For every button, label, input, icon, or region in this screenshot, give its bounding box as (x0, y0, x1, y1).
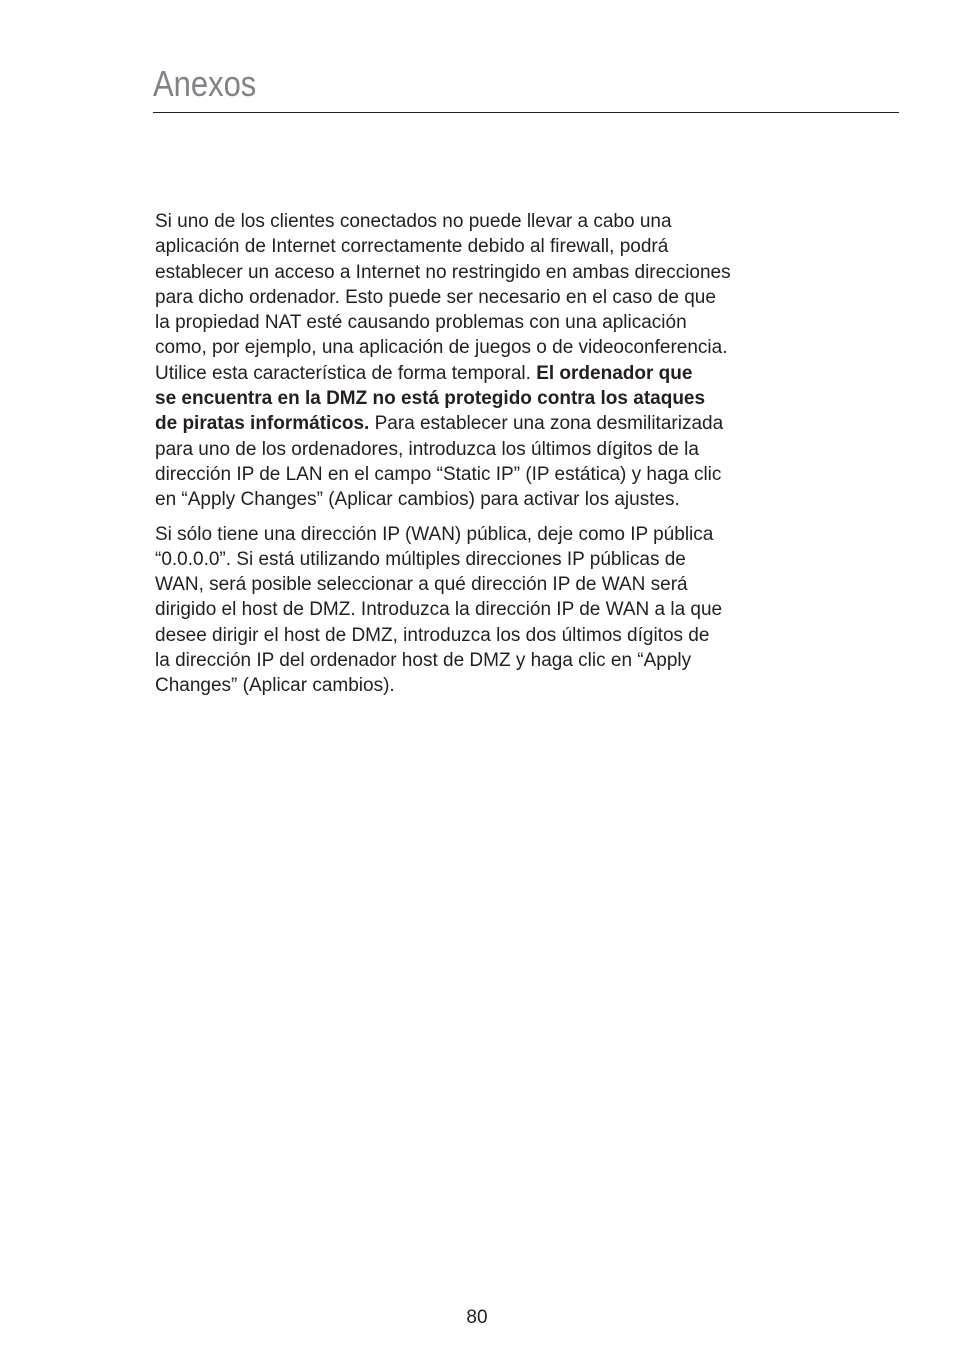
text-line: aplicación de Internet correctamente debido al firewall, podrá (155, 236, 669, 258)
text-line (155, 411, 855, 436)
paragraph-dmz-intro (155, 209, 855, 513)
text-line: en “Apply Changes” (Aplicar cambios) para activar los ajustes. (155, 489, 680, 511)
text-line (155, 386, 855, 411)
text-line: desee dirigir el host de DMZ, introduzca los dos últimos dígitos de (155, 624, 710, 646)
text-line: para dicho ordenador. Esto puede ser necesario en el caso de que (155, 286, 716, 308)
page-number: 80 (466, 1307, 488, 1328)
warning-text: de piratas informáticos. (155, 413, 370, 435)
text-line: Si uno de los clientes conectados no puede llevar a cabo una (155, 211, 672, 232)
text-line: dirección IP de LAN en el campo “Static IP” (IP estática) y haga clic (155, 463, 722, 485)
paragraph-wan-ip (155, 522, 855, 699)
warning-text: se encuentra en la DMZ no está protegido contra los ataques (155, 388, 706, 410)
text-normal: Utilice esta característica de forma temporal. (155, 362, 537, 384)
header-divider (153, 112, 899, 113)
text-line: Si sólo tiene una dirección IP (WAN) pública, deje como IP pública (155, 523, 714, 545)
text-line: para uno de los ordenadores, introduzca los últimos dígitos de la (155, 438, 699, 460)
text-normal: Para establecer una zona desmilitarizada (369, 413, 724, 435)
text-line (155, 361, 855, 386)
text-line: dirigido el host de DMZ. Introduzca la dirección IP de WAN a la que (155, 599, 723, 621)
text-line: como, por ejemplo, una aplicación de juegos o de videoconferencia. (155, 337, 728, 359)
text-line: la dirección IP del ordenador host de DMZ y haga clic en “Apply (155, 650, 692, 672)
text-line: “0.0.0.0”. Si está utilizando múltiples direcciones IP públicas de (155, 548, 686, 570)
text-line: WAN, será posible seleccionar a qué dirección IP de WAN será (155, 574, 688, 596)
warning-text: El ordenador que (536, 362, 693, 384)
page-title: Anexos (153, 63, 257, 104)
text-line: Changes” (Aplicar cambios). (155, 675, 395, 697)
text-line: establecer un acceso a Internet no restringido en ambas direcciones (155, 261, 731, 283)
main-content (155, 209, 855, 708)
text-line: la propiedad NAT esté causando problemas con una aplicación (155, 312, 687, 334)
